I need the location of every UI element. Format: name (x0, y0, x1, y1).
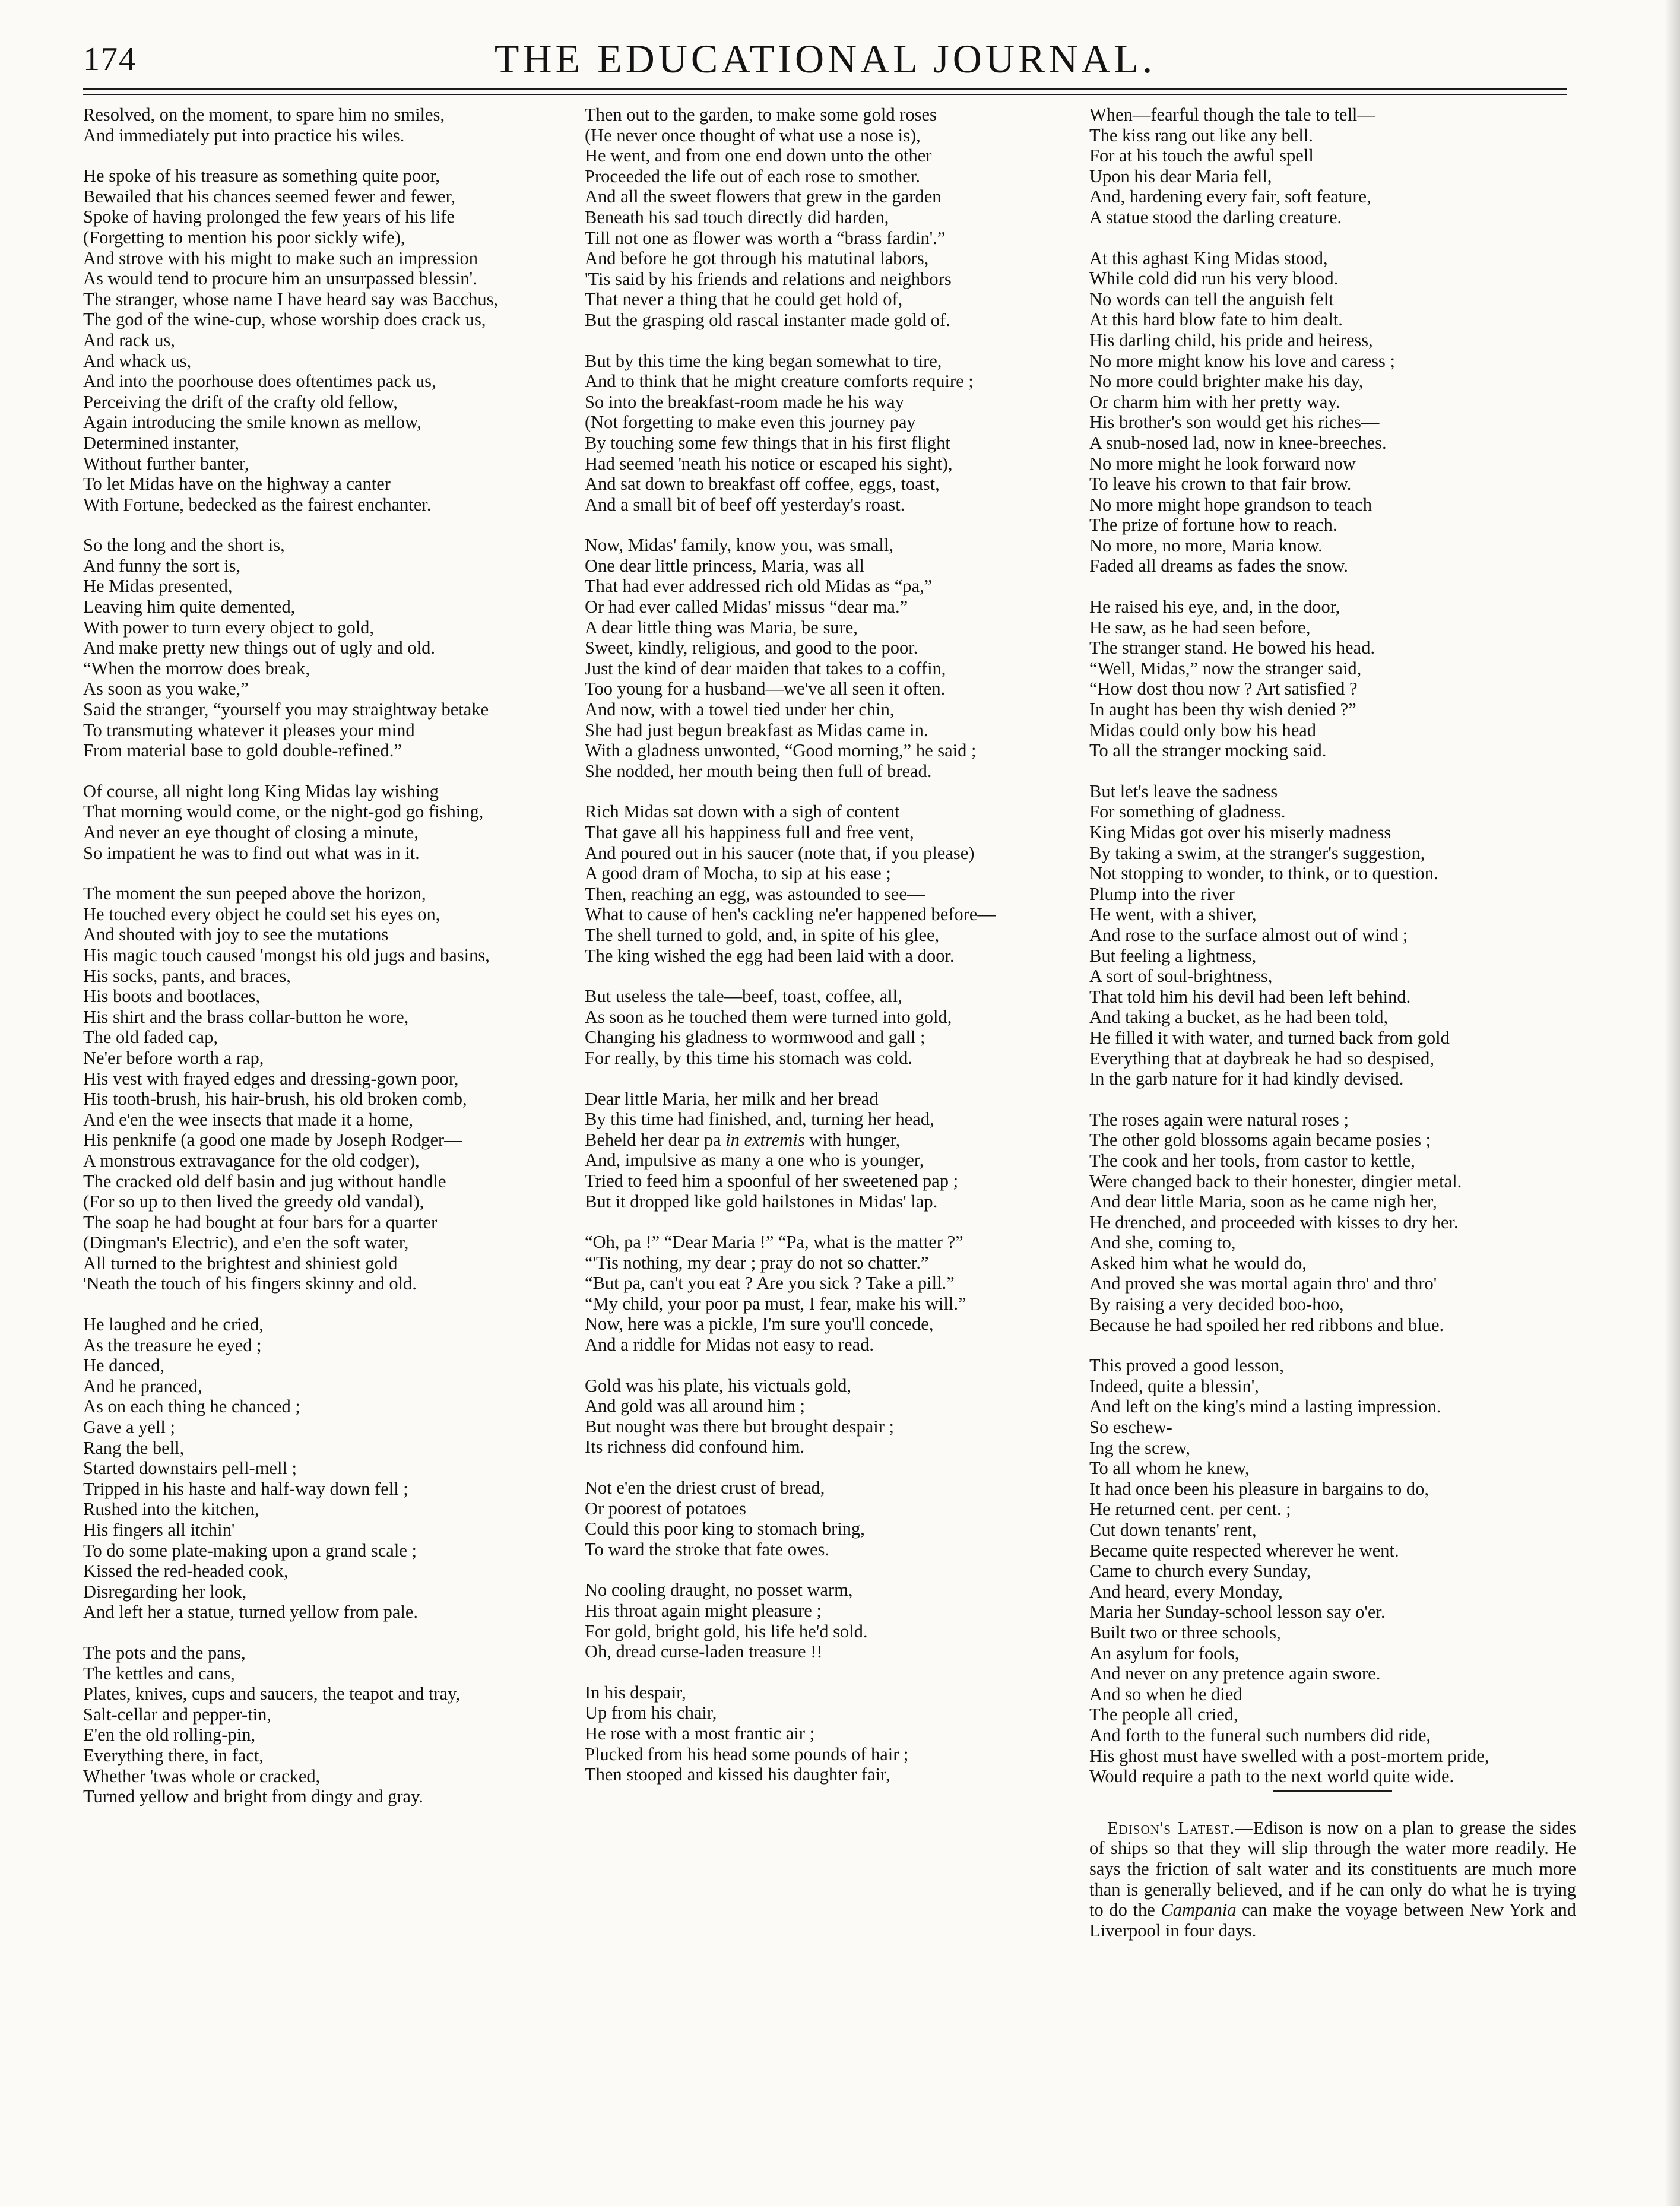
stanza (83, 104, 570, 145)
poem-line: Not e'en the driest crust of bread, (585, 1478, 825, 1498)
stanza (1089, 597, 1576, 761)
poem-line: Salt-cellar and pepper-tin, (83, 1704, 271, 1725)
poem-line (585, 1130, 1072, 1150)
poem-line: Just the kind of dear maiden that takes to a coffin, (585, 658, 946, 679)
poem-line: To let Midas have on the highway a canter (83, 474, 391, 495)
poem-line: His vest with frayed edges and dressing-gown poor, (83, 1068, 459, 1089)
poem-line: To ward the stroke that fate owes. (585, 1539, 830, 1560)
poem-line: One dear little princess, Maria, was all (585, 555, 864, 576)
poem-line: Resolved, on the moment, to spare him no smiles, (83, 104, 445, 125)
poem-line: Disregarding her look, (83, 1581, 247, 1602)
poem-line: As soon as he touched them were turned into gold, (585, 1006, 952, 1027)
poem-line: Came to church every Sunday, (1089, 1561, 1311, 1581)
poem-line: And heard, every Monday, (1089, 1581, 1283, 1602)
poem-line: Then, reaching an egg, was astounded to see— (585, 883, 925, 904)
stanza (585, 1232, 1072, 1355)
poem-line: Could this poor king to stomach bring, (585, 1519, 865, 1539)
poem-line: In his despair, (585, 1682, 686, 1703)
poem-line: 'Tis said by his friends and relations and neighbors (585, 268, 952, 289)
poem-line: He danced, (83, 1355, 165, 1376)
poem-line: And so when he died (1089, 1684, 1242, 1704)
poem-line: He raised his eye, and, in the door, (1089, 597, 1340, 617)
poem-line: In the garb nature for it had kindly devised. (1089, 1069, 1404, 1089)
poem-line: And forth to the funeral such numbers did ride, (1089, 1725, 1431, 1745)
poem-line: Perceiving the drift of the crafty old fellow, (83, 391, 398, 412)
poem-line: The shell turned to gold, and, in spite of his glee, (585, 924, 940, 945)
poem-line: Up from his chair, (585, 1703, 717, 1723)
poem-line: As the treasure he eyed ; (83, 1335, 262, 1355)
poem-line: And poured out in his saucer (note that, if you please) (585, 842, 975, 863)
poem-line: No more could brighter make his day, (1089, 371, 1364, 392)
line-fragment: with hunger, (804, 1129, 901, 1150)
poem-line: Kissed the red-headed cook, (83, 1561, 289, 1581)
poem-line: Had seemed 'neath his notice or escaped his sight), (585, 453, 953, 474)
poem-line: To all whom he knew, (1089, 1458, 1250, 1479)
poem-line: But let's leave the sadness (1089, 781, 1278, 801)
poem-line: No more, no more, Maria know. (1089, 535, 1323, 556)
ship-name: Campania (1161, 1900, 1237, 1920)
poem-line: No more might hope grandson to teach (1089, 494, 1372, 515)
stanza (585, 986, 1072, 1068)
stanza (83, 1643, 570, 1807)
poem-line: (He never once thought of what use a nose is), (585, 125, 921, 145)
text-column-1 (83, 104, 570, 1807)
poem-line: His throat again might pleasure ; (585, 1600, 822, 1621)
poem-line: Till not one as flower was worth a “brass fardin'.” (585, 227, 946, 248)
poem-line: A good dram of Mocha, to sip at his ease ; (585, 863, 891, 884)
poem-line: And dear little Maria, soon as he came nigh her, (1089, 1191, 1437, 1212)
poem-line: And left her a statue, turned yellow from pale. (83, 1602, 419, 1622)
news-note (1089, 1818, 1576, 1941)
poem-line: He went, and from one end down unto the other (585, 145, 932, 166)
poem-line: And all the sweet flowers that grew in the garden (585, 186, 942, 207)
poem-line: But useless the tale—beef, toast, coffee, all, (585, 986, 902, 1007)
poem-line: By touching some few things that in his first flight (585, 432, 950, 453)
poem-line: Or had ever called Midas' missus “dear ma.” (585, 597, 908, 617)
poem-line: Sweet, kindly, religious, and good to the poor. (585, 638, 918, 658)
poem-line: And a small bit of beef off yesterday's roast. (585, 494, 905, 515)
poem-line: And rose to the surface almost out of wind ; (1089, 924, 1408, 945)
poem-line: Leaving him quite demented, (83, 597, 296, 617)
poem-line: Rang the bell, (83, 1437, 185, 1458)
news-note-text: —Edison is now on a plan to grease the sides of ships so that they will slip through the water more readily. He says the friction of salt water and its constituents are much more than is generally believed, and if he can only do what he is trying to do the (1089, 1817, 1577, 1920)
poem-line: No words can tell the anguish felt (1089, 289, 1334, 309)
poem-line: Built two or three schools, (1089, 1622, 1281, 1643)
poem-line: A sort of soul-brightness, (1089, 966, 1273, 987)
poem-line: From material base to gold double-refined.” (83, 740, 402, 761)
poem-line: So the long and the short is, (83, 535, 285, 556)
poem-line: With power to turn every object to gold, (83, 617, 375, 638)
poem-line: Asked him what he would do, (1089, 1253, 1307, 1273)
poem-line: Whether 'twas whole or cracked, (83, 1766, 321, 1786)
stanza (585, 104, 1072, 331)
poem-line: The roses again were natural roses ; (1089, 1109, 1349, 1130)
poem-line: The king wished the egg had been laid with a door. (585, 945, 955, 966)
stanza (1089, 1355, 1576, 1786)
poem-line: As soon as you wake,” (83, 679, 249, 699)
poem-line: And now, with a towel tied under her chin, (585, 699, 895, 720)
poem-line: Oh, dread curse-laden treasure !! (585, 1641, 823, 1662)
poem-line: For at his touch the awful spell (1089, 145, 1314, 166)
stanza (585, 1682, 1072, 1785)
poem-line: Or charm him with her pretty way. (1089, 391, 1340, 412)
poem-line: Because he had spoiled her red ribbons and blue. (1089, 1314, 1444, 1335)
poem-line: “But pa, can't you eat ? Are you sick ? Take a pill.” (585, 1273, 955, 1294)
poem-line: She nodded, her mouth being then full of bread. (585, 760, 932, 781)
poem-line: Everything that at daybreak he had so despised, (1089, 1048, 1435, 1069)
poem-line: The kettles and cans, (83, 1663, 235, 1684)
poem-line: He Midas presented, (83, 576, 233, 597)
poem-line: Plump into the river (1089, 883, 1235, 904)
poem-line: He drenched, and proceeded with kisses to dry her. (1089, 1212, 1459, 1232)
poem-line: He spoke of his treasure as something quite poor, (83, 166, 440, 186)
poem-line: That told him his devil had been left behind. (1089, 986, 1411, 1007)
poem-line: An asylum for fools, (1089, 1643, 1240, 1663)
stanza (83, 883, 570, 1294)
poem-line: E'en the old rolling-pin, (83, 1725, 256, 1745)
poem-line: (Forgetting to mention his poor sickly wife), (83, 227, 405, 248)
poem-line: Midas could only bow his head (1089, 720, 1317, 740)
poem-line: His brother's son would get his riches— (1089, 412, 1380, 433)
poem-line: His penknife (a good one made by Joseph Rodger— (83, 1130, 462, 1150)
poem-line: At this hard blow fate to him dealt. (1089, 309, 1343, 330)
poem-line: A dear little thing was Maria, be sure, (585, 617, 858, 638)
poem-line: Beneath his sad touch directly did harden, (585, 207, 889, 227)
poem-line: And rack us, (83, 329, 176, 350)
poem-line: For something of gladness. (1089, 801, 1286, 822)
poem-line: And he pranced, (83, 1375, 202, 1396)
stanza (585, 1478, 1072, 1560)
poem-line: And, hardening every fair, soft feature, (1089, 186, 1371, 207)
poem-line: And left on the king's mind a lasting impression. (1089, 1396, 1441, 1417)
italic-phrase: in extremis (725, 1129, 805, 1150)
poem-line: A monstrous extravagance for the old codger), (83, 1150, 420, 1171)
poem-line: Bewailed that his chances seemed fewer and fewer, (83, 186, 456, 207)
poem-line: He touched every object he could set his eyes on, (83, 904, 440, 924)
poem-line: The god of the wine-cup, whose worship does crack us, (83, 309, 486, 330)
poem-line: His magic touch caused 'mongst his old jugs and basins, (83, 944, 490, 965)
news-note-text-end: can make the voyage between New York and Liverpool in four days. (1089, 1900, 1576, 1941)
poem-line: No more might know his love and caress ; (1089, 350, 1396, 371)
poem-line: His fingers all itchin' (83, 1520, 235, 1540)
poem-line: But the grasping old rascal instanter made gold of. (585, 309, 950, 330)
header-rule-thin (83, 94, 1567, 95)
poem-line: Too young for a husband—we've all seen it often. (585, 679, 946, 699)
stanza (585, 1375, 1072, 1457)
poem-line: Now, Midas' family, know you, was small, (585, 535, 893, 556)
poem-line: And proved she was mortal again thro' and thro' (1089, 1273, 1437, 1294)
poem-line: Ing the screw, (1089, 1437, 1190, 1458)
poem-line: Now, here was a pickle, I'm sure you'll concede, (585, 1314, 934, 1335)
poem-line: “'Tis nothing, my dear ; pray do not so chatter.” (585, 1252, 929, 1273)
poem-line: Then out to the garden, to make some gold roses (585, 104, 937, 125)
poem-line: (For so up to then lived the greedy old vandal), (83, 1191, 424, 1212)
poem-line: And a riddle for Midas not easy to read. (585, 1335, 874, 1355)
poem-line: By taking a swim, at the stranger's suggestion, (1089, 842, 1425, 863)
poem-line: That gave all his happiness full and free vent, (585, 822, 914, 842)
poem-line: Proceeded the life out of each rose to smother. (585, 166, 920, 186)
poem-line: Tried to feed him a spoonful of her sweetened pap ; (585, 1170, 959, 1191)
poem-line: So impatient he was to find out what was in it. (83, 842, 420, 863)
poem-line: (Not forgetting to make even this journey pay (585, 412, 916, 433)
poem-line: He filled it with water, and turned back from gold (1089, 1027, 1450, 1048)
poem-line: Gold was his plate, his victuals gold, (585, 1375, 851, 1396)
poem-line: Its richness did confound him. (585, 1437, 805, 1457)
stanza (1089, 248, 1576, 577)
line-fragment: Beheld her dear pa (585, 1129, 726, 1150)
poem-line: In aught has been thy wish denied ?” (1089, 699, 1356, 720)
poem-line: Not stopping to wonder, to think, or to question. (1089, 863, 1438, 884)
poem-line: Maria her Sunday-school lesson say o'er. (1089, 1602, 1386, 1622)
poem-line: By raising a very decided boo-hoo, (1089, 1294, 1344, 1315)
poem-line: The cook and her tools, from castor to kettle, (1089, 1150, 1415, 1171)
poem-line: His darling child, his pride and heiress, (1089, 329, 1373, 350)
poem-line: Tripped in his haste and half-way down fell ; (83, 1478, 408, 1499)
poem-line: And she, coming to, (1089, 1232, 1236, 1253)
poem-line: And shouted with joy to see the mutations (83, 924, 389, 945)
poem-line: Cut down tenants' rent, (1089, 1520, 1257, 1540)
poem-line: All turned to the brightest and shiniest gold (83, 1253, 398, 1273)
poem-line: The moment the sun peeped above the horizon, (83, 883, 426, 904)
page-header (83, 25, 1567, 90)
poem-line: His boots and bootlaces, (83, 986, 261, 1007)
poem-line: And to think that he might creature comforts require ; (585, 371, 974, 392)
poem-line: “Well, Midas,” now the stranger said, (1089, 658, 1362, 679)
poem-line: As would tend to procure him an unsurpassed blessin'. (83, 268, 477, 289)
poem-line: His tooth-brush, his hair-brush, his old broken comb, (83, 1089, 467, 1110)
poem-line: Or poorest of potatoes (585, 1498, 746, 1519)
poem-line: And e'en the wee insects that made it a home, (83, 1109, 413, 1130)
stanza (1089, 104, 1576, 228)
poem-line: And funny the sort is, (83, 555, 241, 576)
poem-line: That had ever addressed rich old Midas as “pa,” (585, 576, 933, 597)
poem-line: Then stooped and kissed his daughter fair, (585, 1764, 890, 1785)
stanza (1089, 781, 1576, 1089)
poem-line: And immediately put into practice his wiles. (83, 125, 405, 145)
poem-line: And sat down to breakfast off coffee, eggs, toast, (585, 474, 940, 495)
poem-line: “When the morrow does break, (83, 658, 310, 679)
poem-line: Changing his gladness to wormwood and gall ; (585, 1027, 925, 1048)
poem-line: And whack us, (83, 350, 192, 371)
poem-line: Became quite respected wherever he went. (1089, 1540, 1399, 1561)
poem-line: Said the stranger, “yourself you may straightway betake (83, 699, 489, 720)
poem-line: To transmuting whatever it pleases your mind (83, 720, 415, 740)
poem-line: King Midas got over his miserly madness (1089, 822, 1391, 842)
poem-line: The pots and the pans, (83, 1642, 246, 1663)
poem-line: “How dost thou now ? Art satisfied ? (1089, 679, 1358, 699)
poem-line: His socks, pants, and braces, (83, 965, 291, 986)
poem-line: Gave a yell ; (83, 1417, 175, 1438)
poem-line: The old faded cap, (83, 1027, 218, 1048)
stanza (585, 535, 1072, 781)
poem-line: “My child, your poor pa must, I fear, make his will.” (585, 1293, 966, 1314)
poem-line: Spoke of having prolonged the few years of his life (83, 207, 455, 227)
poem-line: But by this time the king began somewhat to tire, (585, 350, 942, 371)
poem-line: When—fearful though the tale to tell— (1089, 104, 1375, 125)
stanza (83, 535, 570, 761)
poem-line: He rose with a most frantic air ; (585, 1723, 815, 1744)
poem-line: Dear little Maria, her milk and her bread (585, 1088, 879, 1109)
poem-line: Turned yellow and bright from dingy and gray. (83, 1786, 423, 1807)
poem-line: So eschew- (1089, 1417, 1172, 1438)
header-rule (83, 88, 1567, 90)
poem-line: And into the poorhouse does oftentimes pack us, (83, 371, 436, 392)
page-edge-shadow (1665, 0, 1680, 2206)
text-column-2 (585, 104, 1072, 1785)
poem-line: To all the stranger mocking said. (1089, 740, 1327, 761)
poem-line: Would require a path to the next world quite wide. (1089, 1766, 1454, 1787)
stanza (585, 351, 1072, 515)
poem-line: The kiss rang out like any bell. (1089, 125, 1313, 145)
poem-line: Were changed back to their honester, dingier metal. (1089, 1171, 1462, 1191)
poem-line: It had once been his pleasure in bargains to do, (1089, 1478, 1429, 1499)
news-note-title: Edison's Latest. (1107, 1817, 1235, 1838)
poem-line: No cooling draught, no posset warm, (585, 1580, 853, 1600)
poem-line: Determined instanter, (83, 432, 240, 453)
poem-line: Upon his dear Maria fell, (1089, 166, 1272, 186)
poem-line: The other gold blossoms again became posies ; (1089, 1130, 1431, 1150)
poem-line: And make pretty new things out of ugly and old. (83, 638, 435, 658)
poem-line: Started downstairs pell-mell ; (83, 1458, 297, 1479)
stanza (585, 1089, 1072, 1212)
poem-line: Without further banter, (83, 453, 249, 474)
poem-line: That morning would come, or the night-god go fishing, (83, 801, 484, 822)
poem-line: Ne'er before worth a rap, (83, 1047, 264, 1068)
poem-line: Plates, knives, cups and saucers, the teapot and tray, (83, 1684, 460, 1704)
poem-line: To leave his crown to that fair brow. (1089, 474, 1352, 495)
poem-line: While cold did run his very blood. (1089, 268, 1339, 289)
poem-line: This proved a good lesson, (1089, 1355, 1284, 1376)
section-divider (1273, 1790, 1392, 1792)
poem-line: Plucked from his head some pounds of hair ; (585, 1744, 909, 1764)
stanza (83, 166, 570, 515)
poem-line: With Fortune, bedecked as the fairest enchanter. (83, 494, 432, 515)
poem-line: What to cause of hen's cackling ne'er happened before— (585, 904, 996, 925)
poem-line: The prize of fortune how to reach. (1089, 515, 1337, 535)
poem-line: Faded all dreams as fades the snow. (1089, 556, 1348, 576)
stanza (83, 1314, 570, 1622)
poem-line: Rich Midas sat down with a sigh of content (585, 801, 900, 822)
poem-line: Of course, all night long King Midas lay wishing (83, 781, 439, 801)
poem-line: For gold, bright gold, his life he'd sold. (585, 1621, 868, 1641)
poem-line: The soap he had bought at four bars for a quarter (83, 1212, 438, 1232)
poem-line: Rushed into the kitchen, (83, 1499, 259, 1520)
poem-line: He saw, as he had seen before, (1089, 617, 1311, 638)
poem-line: A statue stood the darling creature. (1089, 207, 1342, 227)
poem-line: 'Neath the touch of his fingers skinny and old. (83, 1273, 417, 1294)
poem-line: For really, by this time his stomach was cold. (585, 1047, 913, 1068)
poem-line: Everything there, in fact, (83, 1745, 264, 1766)
poem-line: And never on any pretence again swore. (1089, 1663, 1381, 1684)
poem-line: A snub-nosed lad, now in knee-breeches. (1089, 432, 1387, 453)
poem-line: No more might he look forward now (1089, 453, 1356, 474)
poem-line: That never a thing that he could get hold of, (585, 289, 903, 310)
poem-line: And gold was all around him ; (585, 1396, 806, 1416)
poem-line: Again introducing the smile known as mellow, (83, 412, 421, 433)
stanza (83, 781, 570, 863)
poem-line: So into the breakfast-room made he his way (585, 391, 904, 412)
poem-line: He went, with a shiver, (1089, 904, 1257, 925)
stanza (585, 1580, 1072, 1662)
poem-line: “Oh, pa !” “Dear Maria !” “Pa, what is the matter ?” (585, 1232, 963, 1253)
poem-line: The stranger, whose name I have heard say was Bacchus, (83, 289, 499, 309)
stanza (1089, 1110, 1576, 1336)
stanza (585, 801, 1072, 966)
poem-line: She had just begun breakfast as Midas came in. (585, 720, 928, 740)
poem-line: Indeed, quite a blessin', (1089, 1375, 1259, 1396)
poem-line: The cracked old delf basin and jug without handle (83, 1171, 446, 1191)
poem-line: And strove with his might to make such an impression (83, 248, 478, 268)
poem-line: By this time had finished, and, turning her head, (585, 1109, 934, 1130)
journal-title: THE EDUCATIONAL JOURNAL. (494, 36, 1156, 81)
poem-line: And taking a bucket, as he had been told, (1089, 1007, 1389, 1028)
poem-line: The people all cried, (1089, 1704, 1238, 1725)
poem-line: With a gladness unwonted, “Good morning,” he said ; (585, 740, 977, 761)
poem-line: (Dingman's Electric), and e'en the soft water, (83, 1232, 409, 1253)
poem-stanzas (1089, 104, 1576, 1787)
poem-line: And never an eye thought of closing a minute, (83, 822, 419, 842)
poem-line: And, impulsive as many a one who is younger, (585, 1150, 924, 1171)
poem-line: And before he got through his matutinal labors, (585, 248, 929, 269)
text-column-3 (1089, 104, 1576, 1941)
poem-line: As on each thing he chanced ; (83, 1396, 300, 1417)
poem-line: But nought was there but brought despair ; (585, 1416, 894, 1437)
poem-line: But feeling a lightness, (1089, 945, 1257, 966)
poem-line: He returned cent. per cent. ; (1089, 1499, 1291, 1520)
poem-line: He laughed and he cried, (83, 1314, 264, 1335)
poem-line: At this aghast King Midas stood, (1089, 248, 1328, 268)
poem-line: His shirt and the brass collar-button he wore, (83, 1006, 409, 1027)
page-number: 174 (83, 41, 137, 78)
poem-line: But it dropped like gold hailstones in Midas' lap. (585, 1191, 938, 1212)
poem-line: His ghost must have swelled with a post-mortem pride, (1089, 1745, 1489, 1766)
poem-line: The stranger stand. He bowed his head. (1089, 638, 1375, 658)
poem-line: To do some plate-making upon a grand scale ; (83, 1540, 417, 1561)
